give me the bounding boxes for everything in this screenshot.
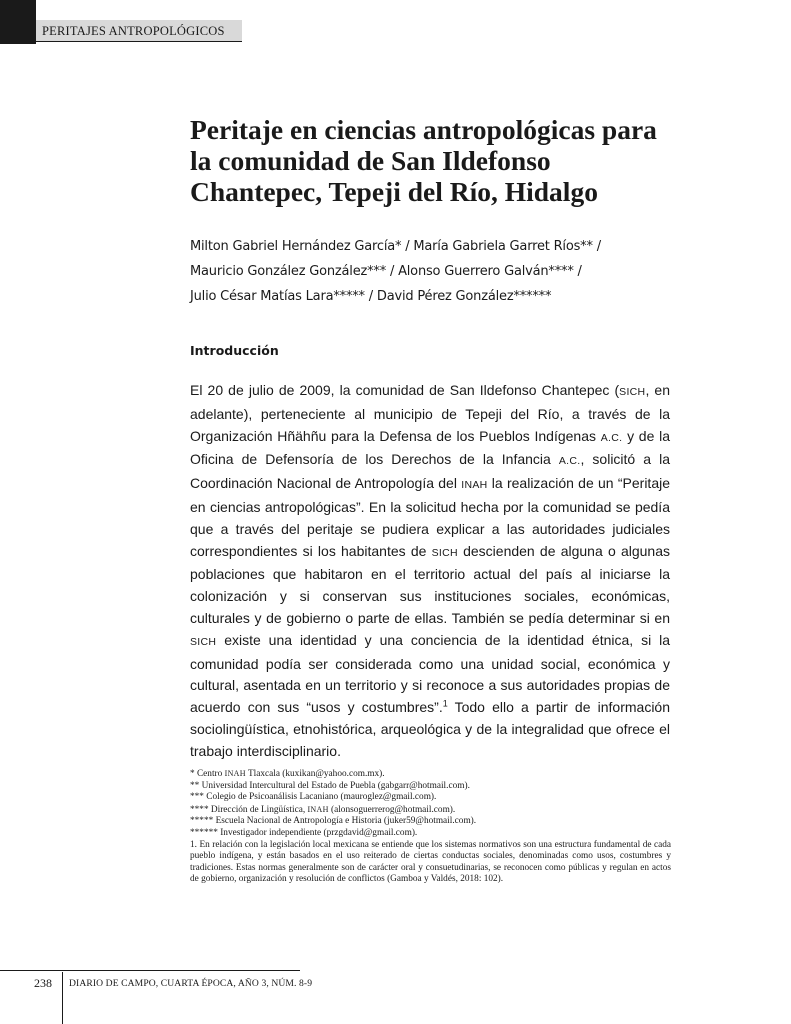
footer-rule [0,970,300,971]
text-run: y de la Oficina de Defensoría de los Derechos de la Infancia [190,427,671,468]
footnote-1: 1. En relación con la legislación local mexicana se entiende que los sistemas normativos son una estructura fundamental de cada pueblo indígena, y están basados en el uso reiterado de ciertas conductas sociales, denominadas como usos, costumbres y tradiciones. Estas normas generalmente son de carácter oral y consuetudinarias, se reconocen como públicas y regulan en actos de gobierno, organización y resolución de conflictos (Gamboa y Valdés, 2018: 102). [190,839,671,885]
text-run: Todo ello a partir de información sociolingüística, etnohistórica, arqueológica y de la integralidad que ofrece el trabajo interdisciplinario. [190,699,670,759]
author-list [190,234,670,309]
text-run: **** Dirección de Lingüística, [190,804,308,815]
acronym: SICH [431,546,458,559]
header-corner-block [0,0,36,44]
author-affiliation [190,804,671,817]
author-affiliation: *** Colegio de Psicoanálisis Lacaniano (mauroglez@gmail.com). [190,792,437,803]
text-run: El 20 de julio de 2009, la comunidad de San Ildefonso Chantepec ( [190,382,620,398]
author-affiliation [190,768,671,781]
acronym: A.C. [600,431,623,444]
section-heading: Introducción [190,343,279,358]
footer-divider [62,972,63,1024]
text-run: existe una identidad y una conciencia de la identidad étnica, si la comunidad podía ser considerada como una unidad social, económica y cultural, asentada en un territorio y si reconoce a sus autoridades propias de acuerdo con sus “usos y costumbres”. [190,631,670,716]
intro-paragraph [190,380,670,763]
author-line: Julio César Matías Lara***** / David Pérez González****** [190,289,552,304]
text-run: Tlaxcala (kuxikan@yahoo.com.mx). [245,769,385,779]
acronym: INAH [307,804,329,814]
text-run: , solicitó a la Coordinación Nacional de Antropología del [190,451,670,492]
section-label: PERITAJES ANTROPOLÓGICOS [36,20,242,42]
acronym: SICH [619,386,646,398]
article-title: Peritaje en ciencias antropológicas para la comunidad de San Ildefonso Chantepec, Tepeji del Río, Hidalgo [190,114,657,207]
author-affiliation: ***** Escuela Nacional de Antropología e Historia (juker59@hotmail.com). [190,816,477,827]
author-line: Mauricio González González*** / Alonso Guerrero Galván**** / [190,264,582,279]
acronym: INAH [224,769,246,778]
text-run: la realización de un “Peritaje en ciencias antropológicas”. En la solicitud hecha por la comunidad se pedía que a través del peritaje se pudiera explicar a las autoridades judiciales correspondientes si los habitantes de [190,475,671,559]
page-number: 238 [34,976,52,990]
text-run: , en adelante), perteneciente al municipio de Tepeji del Río, a través de la Organización Hñähñu para la Defensa de los Pueblos Indígenas [190,382,670,444]
acronym: A.C. [558,455,581,468]
text-run: * Centro [190,769,225,779]
journal-name: DIARIO DE CAMPO, CUARTA ÉPOCA, AÑO 3, NÚM. 8-9 [69,978,313,989]
acronym: INAH [461,479,488,492]
footnotes [190,768,671,886]
author-affiliation: ****** Investigador independiente (przgdavid@gmail.com). [190,827,418,838]
acronym: SICH [190,635,217,648]
text-run: descienden de alguna o algunas poblaciones que habitaron en el territorio actual del país al iniciarse la colonización y si conservan sus instituciones sociales, económicas, culturales y de gobierno o parte de ellas. También se pedía determinar si en [190,542,670,626]
footnote-reference[interactable]: 1 [442,698,448,709]
author-line: Milton Gabriel Hernández García* / María Gabriela Garret Ríos** / [190,239,601,254]
author-affiliation: ** Universidad Intercultural del Estado de Puebla (gabgarr@hotmail.com). [190,780,470,791]
text-run: (alonsoguerrerog@hotmail.com). [328,804,456,815]
